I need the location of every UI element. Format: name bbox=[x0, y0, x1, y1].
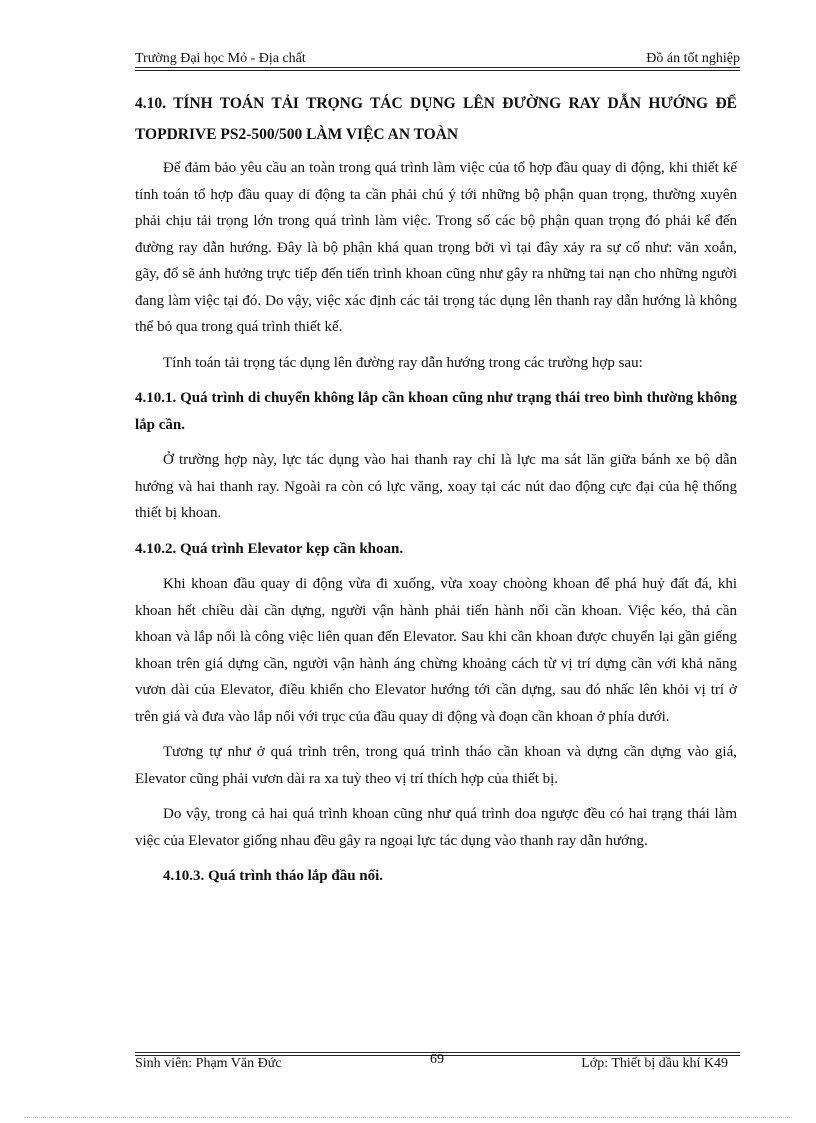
header-rule-2 bbox=[135, 70, 740, 71]
paragraph-4-10-2c: Do vậy, trong cả hai quá trình khoan cũng như quá trình doa ngược đều có hai trạng thái làm việc của Elevator giống nhau đều gây ra ngoại lực tác dụng vào thanh ray dẫn hướng. bbox=[135, 806, 737, 849]
header-doc-type: Đồ án tốt nghiệp bbox=[646, 51, 740, 66]
paragraph-4-10-2b: Tương tự như ở quá trình trên, trong quá trình tháo cần khoan và dựng cần dựng vào giá, Elevator cũng phải vươn dài ra xa tuỳ theo vị trí thích hợp của thiết bị. bbox=[135, 744, 737, 787]
paragraph-cases: Tính toán tải trọng tác dụng lên đường ray dẫn hướng trong các trường hợp sau: bbox=[163, 354, 643, 371]
paragraph-4-10-1: Ở trường hợp này, lực tác dụng vào hai thanh ray chỉ là lực ma sát lăn giữa bánh xe bộ dẫn hướng và hai thanh ray. Ngoài ra còn có lực văng, xoay tại các nút dao động cực đại của hệ thống thiết bị khoan. bbox=[135, 452, 737, 521]
page-number: 69 bbox=[430, 1052, 444, 1067]
paragraph-intro: Để đảm bảo yêu cầu an toàn trong quá trình làm việc của tổ hợp đầu quay di động, khi thiết kế tính toán tổ hợp đầu quay di động ta cần phải chú ý tới những bộ phận quan trọng, thường xuyên phải chịu tải trọng lớn trong quá trình làm việc. Trong số các bộ phận quan trọng đó phải kể đến đường ray dẫn hướng. Đây là bộ phận khá quan trọng bởi vì tại đây xảy ra sự cố như: văn xoắn, gãy, đổ sẽ ảnh hưởng trực tiếp đến tiến trình khoan cũng như gây ra những tai nạn cho những người đang làm việc tại đó. Do vậy, việc xác định các tải trọng tác dụng lên thanh ray dẫn hướng là không thể bỏ qua trong quá trình thiết kế. bbox=[135, 160, 737, 335]
paragraph-4-10-2a: Khi khoan đầu quay di động vừa đi xuống, vừa xoay choòng khoan để phá huỷ đất đá, khi khoan hết chiều dài cần dựng, người vận hành phải tiến hành nối cần khoan. Việc kéo, thả cần khoan và lắp nối là công việc liên quan đến Elevator. Sau khi cần khoan được chuyển lại gần giếng khoan trên giá dựng cần, người vận hành áng chừng khoảng cách từ vị trí dựng cần với khả năng vươn dài của Elevator, điều khiển cho Elevator hướng tới cần dựng, sau đó nhấc lên khỏi vị trí ở trên giá và đưa vào lắp nối với trục của đầu quay di động và đoạn cần khoan ở phía dưới. bbox=[135, 576, 737, 725]
page-footer bbox=[135, 1052, 740, 1078]
header-university: Trường Đại học Mỏ - Địa chất bbox=[135, 51, 306, 66]
bottom-divider bbox=[24, 1117, 792, 1118]
footer-class: Lớp: Thiết bị dầu khí K49 bbox=[581, 1056, 728, 1071]
subheading-4-10-1: 4.10.1. Quá trình di chuyển không lắp cần khoan cũng như trạng thái treo bình thường không lắp cần. bbox=[135, 390, 737, 433]
page-content bbox=[135, 88, 737, 899]
footer-student: Sinh viên: Phạm Văn Đức bbox=[135, 1056, 282, 1071]
subheading-4-10-2: 4.10.2. Quá trình Elevator kẹp cần khoan. bbox=[135, 540, 404, 557]
section-heading: 4.10. TÍNH TOÁN TẢI TRỌNG TÁC DỤNG LÊN ĐƯỜNG RAY DẪN HƯỚNG ĐỂ TOPDRIVE PS2-500/500 LÀM VIỆC AN TOÀN bbox=[135, 95, 737, 143]
header-rule-1 bbox=[135, 67, 740, 68]
subheading-4-10-3: 4.10.3. Quá trình tháo lắp đầu nối. bbox=[163, 868, 384, 884]
